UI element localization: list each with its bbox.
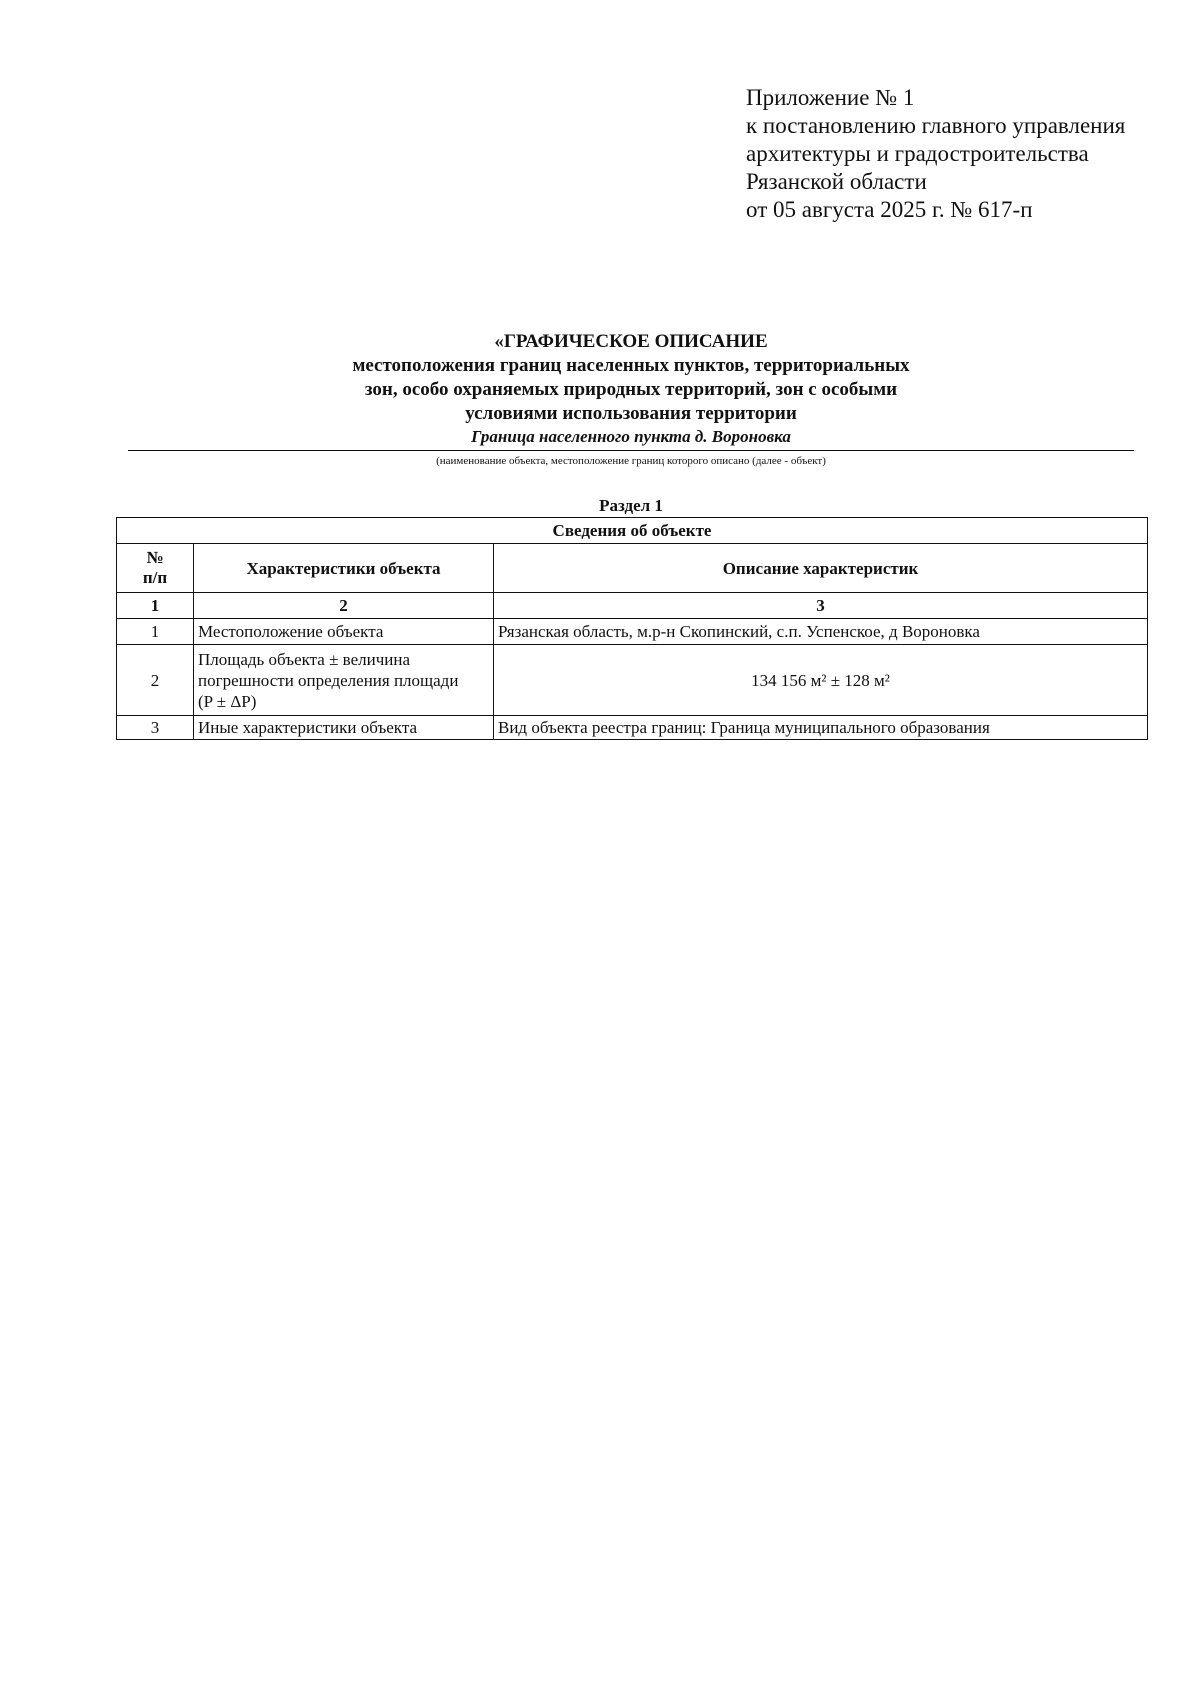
row-number: 2 [117,645,194,716]
row-description: Вид объекта реестра границ: Граница муниципального образования [494,716,1148,740]
table-caption-row [117,518,1148,544]
header-description: Описание характеристик [494,544,1148,593]
row-characteristic-line: погрешности определения площади [198,670,459,690]
appendix-line: Рязанской области [746,169,927,194]
row-characteristic-line: (P ± ΔP) [198,691,257,711]
object-info-table [116,517,1148,740]
section-title: Раздел 1 [599,496,663,515]
row-characteristic: Местоположение объекта [194,619,494,645]
appendix-block [746,84,1176,224]
row-characteristic [194,645,494,716]
document-title-block [128,330,1134,469]
object-name-caption: (наименование объекта, местоположение границ которого описано (далее - объект) [436,455,826,467]
table-row [117,619,1148,645]
row-characteristic-line: Площадь объекта ± величина [198,649,411,669]
title-line: условиями использования территории [465,403,797,424]
table-caption: Сведения об объекте [117,518,1148,544]
appendix-line: Приложение № 1 [746,85,915,110]
column-index-row [117,593,1148,619]
object-name: Граница населенного пункта д. Вороновка [471,427,791,446]
table-header-row [117,544,1148,593]
title-line: местоположения границ населенных пунктов, территориальных [352,355,910,376]
header-characteristic: Характеристики объекта [194,544,494,593]
column-index: 1 [117,593,194,619]
document-title [128,330,1134,426]
header-number-line1: № [146,548,164,567]
row-description: 134 156 м² ± 128 м² [494,645,1148,716]
row-number: 3 [117,716,194,740]
appendix-line: архитектуры и градостроительства [746,141,1089,166]
column-index: 3 [494,593,1148,619]
column-index: 2 [194,593,494,619]
row-description: Рязанская область, м.р-н Скопинский, с.п. Успенское, д Вороновка [494,619,1148,645]
title-line: зон, особо охраняемых природных территорий, зон с особыми [364,379,898,400]
header-number [117,544,194,593]
row-number: 1 [117,619,194,645]
title-line: «ГРАФИЧЕСКОЕ ОПИСАНИЕ [494,331,768,352]
object-name-underline [128,450,1134,451]
table-row [117,645,1148,716]
row-characteristic: Иные характеристики объекта [194,716,494,740]
table-row [117,716,1148,740]
appendix-line: к постановлению главного управления [746,113,1126,138]
header-number-line2: п/п [142,568,168,587]
appendix-line: от 05 августа 2025 г. № 617-п [746,197,1033,222]
